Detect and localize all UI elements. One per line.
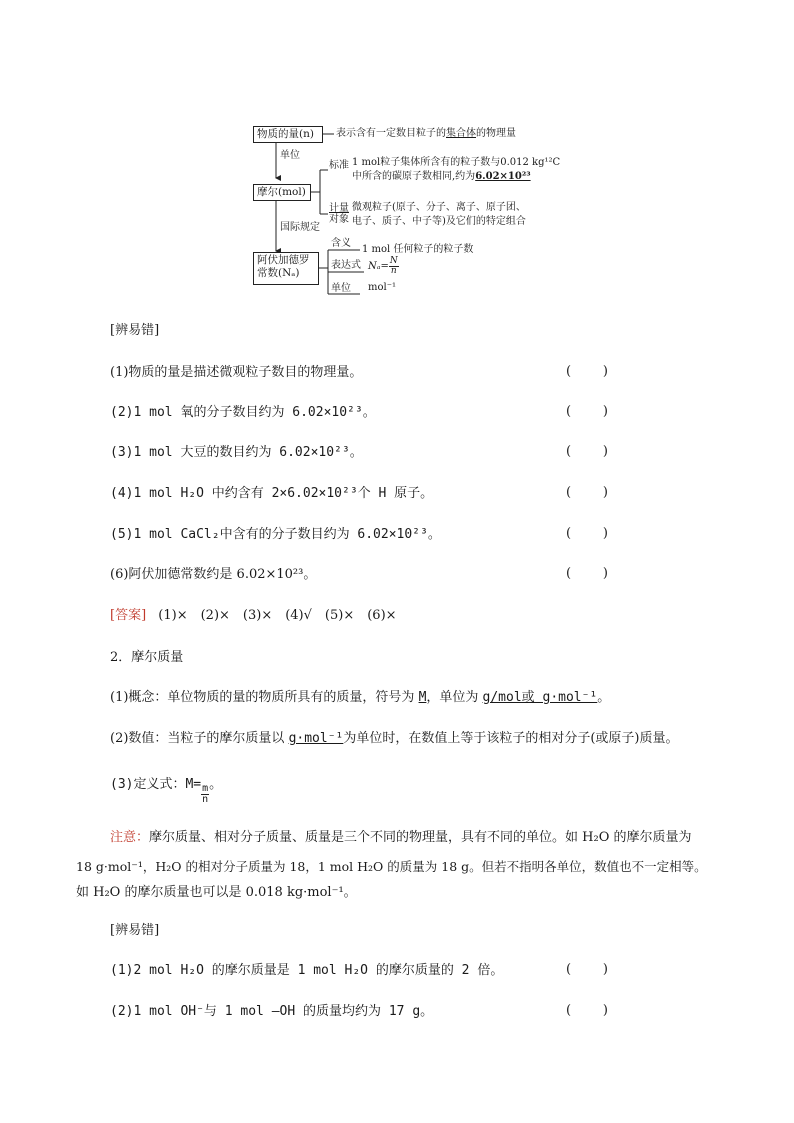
measured-object-label: 计量 对象	[329, 203, 349, 225]
note-line-1: 注意：摩尔质量、相对分子质量、质量是三个不同的物理量，具有不同的单位。如 H₂O 的摩尔质量为	[110, 830, 692, 845]
expression-label: 表达式	[331, 260, 361, 271]
unit-text: mol⁻¹	[368, 282, 396, 293]
arrow-label-unit: 单位	[280, 150, 300, 161]
standard-line1: 1 mol粒子集体所含有的粒子数与0.012 kg¹²C	[352, 157, 561, 168]
answer-blank-1[interactable]: ( )	[566, 364, 608, 379]
concept-line: (1)概念：单位物质的量的物质所具有的质量，符号为 M，单位为 g/mol或 g·mol⁻¹。	[110, 690, 611, 705]
meaning-label: 含义	[331, 238, 351, 249]
answer-label: [答案]	[110, 608, 147, 623]
quiz2-item-2: (2)1 mol OH⁻与 1 mol —OH 的质量均约为 17 g。	[110, 1004, 434, 1019]
note-line-3: 如 H₂O 的摩尔质量也可以是 0.018 kg·mol⁻¹。	[76, 885, 357, 900]
quiz-item-4: (4)1 mol H₂O 中约含有 2×6.02×10²³个 H 原子。	[110, 486, 434, 501]
answer-blank-5[interactable]: ( )	[566, 526, 608, 541]
box-amount-of-substance: 物质的量(n)	[253, 126, 323, 143]
expression-formula: Nₐ= $\frac{N}{n}$	[368, 256, 398, 276]
answer-blank-2[interactable]: ( )	[566, 404, 608, 419]
answer-text: (1)× (2)× (3)× (4)√ (5)× (6)×	[158, 608, 397, 623]
quiz-item-1: (1)物质的量是描述微观粒子数目的物理量。	[110, 365, 363, 380]
answer-blank-3[interactable]: ( )	[566, 444, 608, 459]
unit-label: 单位	[331, 283, 351, 294]
standard-line2: 中所含的碳原子数相同,约为6.02×10²³	[352, 171, 531, 182]
quiz-item-6: (6)阿伏加德常数约是 6.02×10²³。	[110, 567, 317, 582]
section2-title: 2．摩尔质量	[110, 650, 184, 665]
answer2-blank-2[interactable]: ( )	[566, 1003, 608, 1018]
amount-definition: 表示含有一定数目粒子的集合体的物理量	[336, 128, 516, 139]
measured-object-line1: 微观粒子(原子、分子、离子、原子团、	[352, 202, 526, 213]
quiz-item-5: (5)1 mol CaCl₂中含有的分子数目约为 6.02×10²³。	[110, 527, 441, 542]
definition-line: (3)定义式：M= $\frac{m}{n}$ 。	[110, 777, 223, 805]
standard-label: 标准	[329, 160, 349, 171]
section1-heading: [辨易错]	[110, 323, 160, 338]
answer-blank-4[interactable]: ( )	[566, 485, 608, 500]
box-mole: 摩尔(mol)	[253, 184, 311, 201]
answer2-blank-1[interactable]: ( )	[566, 962, 608, 977]
meaning-text: 1 mol 任何粒子的粒子数	[362, 244, 474, 255]
value-line: (2)数值：当粒子的摩尔质量以 g·mol⁻¹为单位时，在数值上等于该粒子的相对分子(或原子)质量。	[110, 731, 679, 746]
note-label: 注意：	[110, 830, 150, 845]
box-avogadro: 阿伏加德罗 常数(Nₐ)	[253, 252, 319, 285]
note-line-2: 18 g·mol⁻¹，H₂O 的相对分子质量为 18，1 mol H₂O 的质量为 18 g。但若不指明各单位，数值也不一定相等。	[76, 859, 707, 874]
quiz-item-3: (3)1 mol 大豆的数目约为 6.02×10²³。	[110, 445, 363, 460]
quiz-item-2: (2)1 mol 氧的分子数目约为 6.02×10²³。	[110, 405, 376, 420]
answer-blank-6[interactable]: ( )	[566, 566, 608, 581]
arrow-label-international: 国际规定	[280, 222, 320, 233]
measured-object-line2: 电子、质子、中子等)及它们的特定组合	[352, 216, 526, 227]
section2-heading: [辨易错]	[110, 923, 160, 938]
answer-line	[110, 607, 397, 625]
quiz2-item-1: (1)2 mol H₂O 的摩尔质量是 1 mol H₂O 的摩尔质量的 2 倍。	[110, 963, 504, 978]
